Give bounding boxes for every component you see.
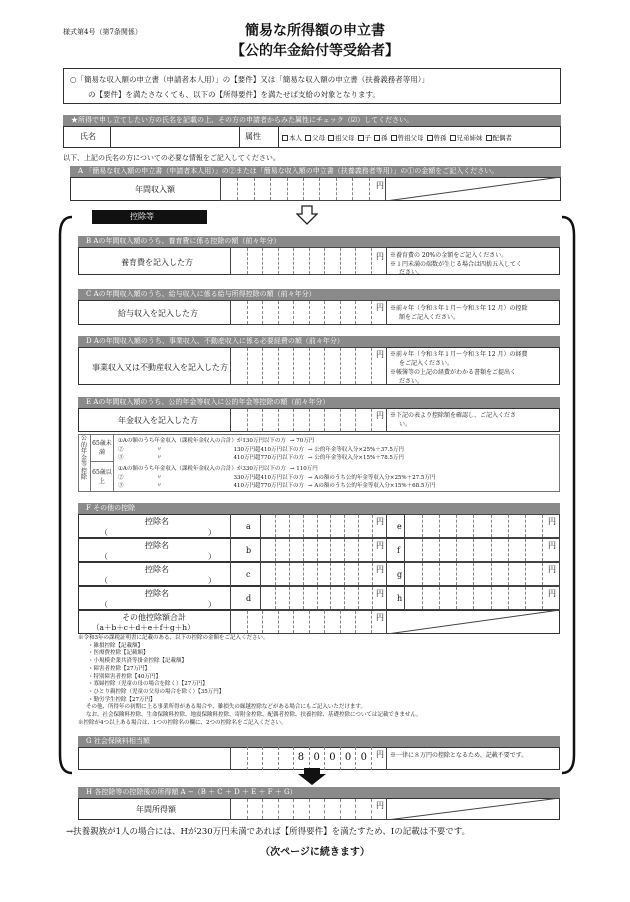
digit-divider (278, 611, 279, 633)
digit-divider (247, 747, 248, 770)
section-f-amount-input-right[interactable] (404, 562, 560, 586)
digit-divider (508, 563, 509, 585)
section-d-note-4: ださい。 (399, 378, 424, 385)
section-f-amount-input-right[interactable] (404, 538, 560, 562)
section-f-letter-cell (230, 514, 260, 538)
digit-divider (293, 747, 294, 770)
digit-divider (293, 248, 294, 274)
section-h-header: H 各控除等の控除後の所得額 A −（B ＋ C ＋ D ＋ E ＋ F ＋ G） (78, 787, 560, 798)
form-subtitle: 【公的年金給付等受給者】 (231, 43, 399, 59)
digit-divider (371, 747, 372, 770)
digit-divider (324, 348, 325, 384)
section-e-header: E Aの年間収入額のうち、公的年金等収入に公的年金等控除の額（前々年分） (78, 397, 560, 408)
digit-divider (340, 747, 341, 770)
digit-divider (275, 563, 276, 585)
digit-divider (473, 587, 474, 609)
digit-divider (542, 563, 543, 585)
section-f-note-line: なお、社会保険料控除、生命保険料控除、地震保険料控除、寄附金控除、配偶者控除、扶養控除、基礎控除については記載できません。 (86, 712, 422, 719)
section-f-amount-input-left[interactable] (260, 514, 387, 538)
digit-divider (491, 515, 492, 537)
digit-divider (344, 563, 345, 585)
digit-divider (542, 539, 543, 561)
section-f-item-name-input[interactable] (110, 527, 205, 537)
continue-note: （次ページに続きます） (260, 847, 370, 858)
digit-divider (293, 301, 294, 324)
digit-divider (317, 539, 318, 561)
section-a-header: A 「簡易な収入額の申立書（申請者本人用）」の②または「簡易な収入額の申立書（扶養義務者等用）」の①の金額をご記入ください。 (70, 166, 561, 177)
digit-divider (340, 409, 341, 431)
digit-divider (372, 563, 373, 585)
pension-condition: ② 〃 330万円超410万円以下の方 (118, 474, 304, 481)
digit-divider (369, 178, 370, 200)
digit-divider (371, 409, 372, 431)
section-h-slash (387, 798, 560, 820)
digit-divider (422, 587, 423, 609)
digit-divider (293, 409, 294, 431)
section-f-yen-left: 円 (376, 565, 384, 574)
section-d-header: D Aの年間収入額のうち、事業収入、不動産収入に係る必要経費の額（前々年分） (78, 336, 560, 347)
check-haigusha[interactable]: 配偶者 (483, 134, 513, 142)
section-b-header: B Aの年間収入額のうち、養育費に係る控除の額（前々年分） (78, 236, 560, 247)
section-c-yen: 円 (376, 303, 384, 312)
digit-divider (262, 747, 263, 770)
digit-divider (422, 515, 423, 537)
section-f-paren-close: ） (208, 576, 216, 585)
section-f-paren-open: （ (100, 552, 108, 561)
section-h-yen: 円 (376, 801, 384, 810)
digit-divider (352, 178, 353, 200)
section-e-yen: 円 (376, 411, 384, 420)
digit-divider (344, 587, 345, 609)
digit-divider (473, 515, 474, 537)
section-c-note-1: ※前々年（令和３年１月〜令和３年 12 月）の控除 (390, 305, 528, 312)
digit-divider (319, 178, 320, 200)
digit-divider (289, 563, 290, 585)
pension-condition: ③ 〃 410万円超770万円以下の方 (118, 483, 304, 489)
section-b-amount-input[interactable] (230, 247, 387, 275)
pension-result: → Aの額のうち公的年金等収入分×25%＋27.5万円 (308, 474, 436, 481)
section-e-note-2: い。 (399, 421, 412, 428)
digit-divider (324, 301, 325, 324)
section-g-digit: 0 (344, 752, 352, 763)
section-c-label: 給与収入を記入した方 (118, 309, 198, 318)
section-f-item-label: 控除名 (145, 565, 169, 574)
pension-condition: ② 〃 130万円超410万円以下の方 (118, 446, 304, 453)
digit-divider (525, 539, 526, 561)
digit-divider (278, 409, 279, 431)
digit-divider (355, 409, 356, 431)
digit-divider (439, 587, 440, 609)
digit-divider (491, 587, 492, 609)
section-f-note-line: ・ひとり親控除（児童の父母の場合を除く）【35万円】 (88, 688, 225, 695)
section-f-note-line: ・寡婦控除（児童の母の場合を除く）【27万円】 (88, 681, 208, 688)
digit-divider (456, 563, 457, 585)
digit-divider (262, 409, 263, 431)
digit-divider (293, 799, 294, 819)
digit-divider (371, 301, 372, 324)
pension-rows-under-65 (118, 437, 404, 463)
digit-divider (303, 563, 304, 585)
check-ko[interactable]: 子 (355, 134, 372, 142)
digit-divider (309, 799, 310, 819)
digit-divider (309, 301, 310, 324)
digit-divider (275, 539, 276, 561)
section-a-yen: 円 (376, 181, 384, 190)
pension-condition: ①Aの額のうち年金収入（課税年金収入の合計）が330万円以下の方 (118, 466, 286, 472)
pension-65-plus-row (118, 465, 435, 474)
section-f-yen-right: 円 (548, 589, 556, 598)
digit-divider (358, 563, 359, 585)
digit-divider (247, 799, 248, 819)
digit-divider (456, 515, 457, 537)
section-c-amount-input[interactable] (230, 300, 387, 325)
pension-result: → 70万円 (289, 438, 315, 444)
deductions-tab: 控除等 (92, 210, 207, 224)
section-f-note-line: ・小規模企業共済等掛金控除【記載額】 (88, 658, 188, 665)
section-f-total-label: その他控除額合計 (122, 613, 186, 622)
digit-divider (309, 248, 310, 274)
digit-divider (344, 539, 345, 561)
section-f-note-line: ※令和3年の課税証明書に記載のある、以下の控除の金額をご記入ください。 (78, 635, 269, 641)
digit-divider (303, 539, 304, 561)
section-f-yen-right: 円 (548, 541, 556, 550)
digit-divider (324, 611, 325, 633)
digit-divider (247, 348, 248, 384)
digit-divider (278, 799, 279, 819)
section-f-yen-left: 円 (376, 541, 384, 550)
section-f-letter-right: h (397, 594, 403, 603)
section-b-yen: 円 (376, 252, 384, 261)
section-f-note-line: ・雑損控除【記載額】 (88, 642, 144, 649)
digit-divider (247, 248, 248, 274)
digit-divider (355, 301, 356, 324)
digit-divider (355, 747, 356, 770)
digit-divider (491, 563, 492, 585)
section-g-digit: 0 (313, 752, 320, 763)
digit-divider (508, 515, 509, 537)
digit-divider (439, 563, 440, 585)
section-f-note-line: その他、所得年の初期に上る事業所得がある場合や、雑損失の繰越控除などがある場合にもご記入いただけます。 (86, 704, 366, 711)
digit-divider (303, 587, 304, 609)
section-f-yen-left: 円 (376, 589, 384, 598)
section-f-letter-cell (230, 562, 260, 586)
digit-divider (289, 587, 290, 609)
section-g-note: ※一律に８万円の控除となるため、記載不要です。 (390, 752, 528, 759)
digit-divider (309, 409, 310, 431)
digit-divider (324, 409, 325, 431)
section-f-header: F その他の控除 (78, 503, 560, 514)
digit-divider (372, 539, 373, 561)
digit-divider (324, 248, 325, 274)
check-fubo[interactable]: 父母 (302, 134, 325, 142)
section-b-label: 養育費を記入した方 (121, 258, 193, 267)
digit-divider (293, 611, 294, 633)
section-f-letter-cell (230, 586, 260, 610)
digit-divider (336, 178, 337, 200)
pension-under-65-row (118, 437, 404, 446)
section-d-note-3: ※帳簿等の上記の経費がわかる書類をご提出く (390, 369, 517, 376)
digit-divider (473, 539, 474, 561)
pension-result: → 公的年金等収入分×15%＋78.5万円 (308, 455, 404, 461)
digit-divider (371, 799, 372, 819)
digit-divider (324, 799, 325, 819)
digit-divider (237, 178, 238, 200)
digit-divider (289, 539, 290, 561)
section-f-notes (78, 635, 422, 727)
name-input[interactable] (110, 126, 240, 148)
digit-divider (278, 248, 279, 274)
digit-divider (247, 611, 248, 633)
digit-divider (439, 515, 440, 537)
attr-checkboxes (278, 126, 561, 148)
digit-divider (371, 611, 372, 633)
section-f-note-line: ・障害者控除【27万円】 (88, 665, 150, 672)
section-h-label: 年間所得額 (136, 805, 176, 814)
digit-divider (508, 587, 509, 609)
digit-divider (324, 747, 325, 770)
section-d-note-2: をご記入ください。 (399, 360, 454, 367)
section-a-label: 年間収入額 (135, 185, 175, 194)
digit-divider (262, 799, 263, 819)
section-f-total-formula: （a＋b＋c＋d＋e＋f＋g＋h） (92, 623, 195, 632)
section-f-paren-open: （ (100, 576, 108, 585)
section-f-letter-right: f (397, 546, 400, 555)
pension-group-2: 65歳以上 (90, 462, 114, 492)
digit-divider (456, 587, 457, 609)
digit-divider (287, 178, 288, 200)
digit-divider (525, 515, 526, 537)
section-f-yen-right: 円 (548, 565, 556, 574)
digit-divider (275, 587, 276, 609)
section-f-letter-right: g (397, 570, 403, 579)
section-f-letter-left: a (246, 522, 251, 531)
section-f-paren-close: ） (208, 552, 216, 561)
digit-divider (275, 515, 276, 537)
section-f-note-line: ・医療費控除【記載額】 (88, 650, 149, 657)
section-g-digits (230, 747, 387, 770)
digit-divider (270, 178, 271, 200)
section-f-note-line: ※控除が4つ以上ある場合は、1つの控除名の欄に、2つの控除名をご記入ください。 (78, 719, 287, 726)
section-a-slash (386, 177, 561, 201)
arrow-down-filled-icon (297, 768, 327, 786)
right-bracket (560, 215, 576, 775)
digit-divider (371, 248, 372, 274)
section-f-letter-cell (230, 538, 260, 562)
section-d-note-1: ※前々年（令和３年１月〜令和３年 12 月）の経費 (390, 351, 528, 358)
digit-divider (355, 348, 356, 384)
section-c-note-2: 額をご記入ください。 (399, 314, 460, 321)
section-c-header: C Aの年間収入額のうち、給与収入に係る給与所得控除の額（前々年分） (78, 289, 560, 300)
section-f-amount-input-left[interactable] (260, 586, 387, 610)
digit-divider (355, 799, 356, 819)
form-title: 簡易な所得額の申立書 (245, 23, 385, 39)
section-b-note-1: ※養育費の 20%の金額をご記入ください。 (390, 252, 508, 259)
section-f-paren-close: ） (208, 528, 216, 537)
digit-divider (340, 611, 341, 633)
digit-divider (309, 747, 310, 770)
section-b-note-2: ※１円未満の端数が生じる場合は四捨五入してく (390, 261, 523, 268)
section-f-amount-input-left[interactable] (260, 562, 387, 586)
left-bracket (58, 215, 74, 775)
intro-line-2: の【要件】を満たさなくても、以下の【所得要件】を満たせば支給の対象となります。 (88, 90, 380, 99)
digit-divider (330, 563, 331, 585)
digit-divider (358, 515, 359, 537)
section-f-paren-open: （ (100, 528, 108, 537)
footer-note: →扶養親族が1人の場合には、Hが230万円未満であれば【所得要件】を満たすため、Iの記載は不要です。 (66, 827, 471, 837)
pension-result: → 110万円 (289, 466, 318, 472)
section-f-letter-left: d (246, 594, 252, 603)
digit-divider (542, 515, 543, 537)
check-honnin[interactable]: 本人 (279, 134, 302, 142)
digit-divider (340, 799, 341, 819)
check-mago[interactable]: 孫 (371, 134, 388, 142)
name-label: 氏名 (80, 132, 96, 141)
pension-65-plus-row (118, 482, 435, 491)
digit-divider (542, 587, 543, 609)
section-f-item-name-input[interactable] (110, 575, 205, 585)
section-f-note-line: ・勤労学生控除【27万円】 (88, 696, 156, 703)
digit-divider (262, 301, 263, 324)
attr-label: 属性 (245, 132, 261, 141)
pension-under-65-row (118, 454, 404, 463)
section-d-yen: 円 (376, 350, 384, 359)
pension-result: → 公的年金等収入分×25%＋37.5万円 (308, 446, 404, 453)
digit-divider (491, 539, 492, 561)
check-kyodai[interactable]: 兄弟姉妹 (447, 134, 483, 142)
digit-divider (355, 611, 356, 633)
check-himago[interactable]: 曾孫 (424, 134, 447, 142)
pension-group-1: 65歳未満 (90, 434, 114, 462)
digit-divider (293, 348, 294, 384)
section-f-total-slash (387, 610, 560, 634)
section-e-note-1: ※下記の表より控除額を確認し、ご記入くださ (390, 412, 517, 419)
section-g-digit: 0 (329, 752, 336, 763)
digit-divider (289, 515, 290, 537)
digit-divider (247, 301, 248, 324)
digit-divider (262, 248, 263, 274)
section-d-amount-input[interactable] (230, 347, 387, 385)
name-section-header: ★所得で申し立てしたい方の氏名を記載の上、その方の申請者からみた属性にチェック（☑）してください。 (63, 115, 561, 126)
section-f-item-label: 控除名 (145, 541, 169, 550)
digit-divider (371, 348, 372, 384)
section-e-amount-input[interactable] (230, 408, 387, 432)
digit-divider (309, 611, 310, 633)
digit-divider (422, 563, 423, 585)
digit-divider (330, 515, 331, 537)
digit-divider (303, 178, 304, 200)
form-id: 様式第4号（第7条関係） (63, 28, 142, 36)
check-sofubo[interactable]: 祖父母 (325, 134, 355, 142)
section-f-total-yen: 円 (376, 613, 384, 622)
section-f-amount-input-right[interactable] (404, 586, 560, 610)
digit-divider (340, 248, 341, 274)
digit-divider (309, 348, 310, 384)
digit-divider (508, 539, 509, 561)
digit-divider (456, 539, 457, 561)
pension-condition: ①Aの額のうち年金収入（課税年金収入の合計）が130万円以下の方 (118, 438, 286, 444)
pension-65-plus-row (118, 474, 435, 483)
section-g-yen: 円 (376, 750, 384, 759)
section-f-note-line: ・特別障害者控除【40万円】 (88, 673, 161, 680)
digit-divider (372, 515, 373, 537)
digit-divider (303, 515, 304, 537)
section-f-letter-left: c (246, 570, 251, 579)
digit-divider (525, 587, 526, 609)
section-f-paren-close: ） (208, 600, 216, 609)
digit-divider (317, 563, 318, 585)
section-f-letter-right: e (397, 522, 402, 531)
info-note: 以下、上記の氏名の方についての必要な情報をご記入してください。 (63, 154, 280, 162)
section-g-header: G 社会保険料相当額 (78, 736, 560, 747)
section-f-letter-left: b (246, 546, 252, 555)
digit-divider (262, 611, 263, 633)
digit-divider (355, 248, 356, 274)
check-sosofubo[interactable]: 曾祖父母 (388, 134, 424, 142)
section-b-note-3: ださい。 (399, 269, 424, 276)
section-a-amount-input[interactable] (220, 177, 386, 201)
digit-divider (372, 587, 373, 609)
section-f-paren-open: （ (100, 600, 108, 609)
section-f-amount-input-left[interactable] (260, 538, 387, 562)
digit-divider (330, 587, 331, 609)
digit-divider (262, 348, 263, 384)
section-f-yen-right: 円 (548, 517, 556, 526)
digit-divider (278, 301, 279, 324)
section-f-total-input[interactable] (230, 610, 387, 634)
section-f-item-name-input[interactable] (110, 551, 205, 561)
digit-divider (422, 539, 423, 561)
pension-condition: ③ 〃 410万円超770万円以下の方 (118, 455, 304, 461)
arrow-down-icon (296, 205, 318, 225)
digit-divider (317, 587, 318, 609)
digit-divider (525, 563, 526, 585)
digit-divider (358, 539, 359, 561)
digit-divider (358, 587, 359, 609)
digit-divider (247, 409, 248, 431)
digit-divider (344, 515, 345, 537)
section-f-amount-input-right[interactable] (404, 514, 560, 538)
digit-divider (278, 747, 279, 770)
pension-result: → Aの額のうち公的年金等収入分×15%＋68.5万円 (308, 483, 436, 489)
section-f-yen-left: 円 (376, 517, 384, 526)
section-f-item-label: 控除名 (145, 517, 169, 526)
section-h-amount-input[interactable] (230, 798, 387, 820)
section-f-item-name-input[interactable] (110, 599, 205, 609)
digit-divider (439, 539, 440, 561)
digit-divider (330, 539, 331, 561)
section-d-label: 事業収入又は不動産収入を記入した方 (92, 363, 228, 372)
digit-divider (473, 563, 474, 585)
section-g-digit: 8 (297, 752, 305, 763)
digit-divider (317, 515, 318, 537)
digit-divider (340, 301, 341, 324)
intro-line-1: ○「簡易な収入額の申立書（申請者本人用）」の【要件】又は「簡易な収入額の申立書（扶養義務者等用）」 (70, 75, 430, 84)
pension-side-label: 公的年金等控除 (80, 435, 87, 481)
digit-divider (278, 348, 279, 384)
section-g-digit: 0 (360, 752, 367, 763)
pension-rows-65-plus (118, 465, 435, 491)
section-e-label: 年金収入を記入した方 (118, 416, 198, 425)
section-f-item-label: 控除名 (145, 589, 169, 598)
digit-divider (340, 348, 341, 384)
digit-divider (254, 178, 255, 200)
pension-under-65-row (118, 446, 404, 455)
